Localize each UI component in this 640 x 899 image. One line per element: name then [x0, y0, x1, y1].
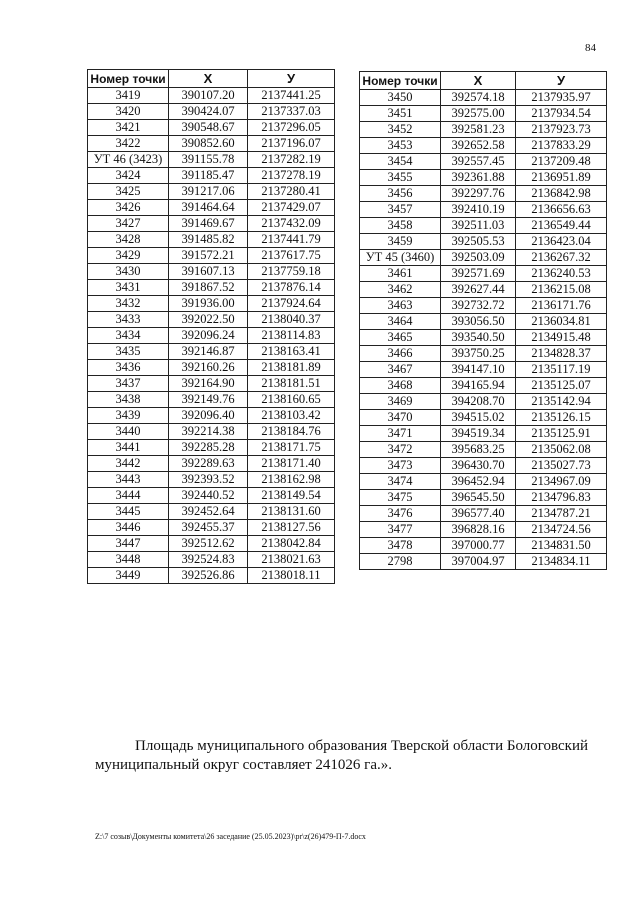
y-coordinate-cell: 2138114.83: [248, 328, 335, 344]
y-coordinate-cell: 2137296.05: [248, 120, 335, 136]
x-coordinate-cell: 395683.25: [441, 442, 516, 458]
y-coordinate-cell: 2136240.53: [516, 266, 607, 282]
x-coordinate-cell: 392512.62: [169, 536, 248, 552]
x-coordinate-cell: 392511.03: [441, 218, 516, 234]
table-row: [88, 424, 335, 440]
file-path-footer: Z:\7 созыв\Документы комитета\26 заседание (25.05.2023)\pr\z(26)479-П-7.docx: [95, 832, 366, 841]
y-coordinate-cell: 2135117.19: [516, 362, 607, 378]
x-coordinate-cell: 391607.13: [169, 264, 248, 280]
point-number-cell: 3462: [360, 282, 441, 298]
point-number-cell: 3468: [360, 378, 441, 394]
y-coordinate-cell: 2134828.37: [516, 346, 607, 362]
table-row: [88, 440, 335, 456]
x-coordinate-cell: 392393.52: [169, 472, 248, 488]
table-row: [88, 344, 335, 360]
point-number-cell: 3440: [88, 424, 169, 440]
table-row: [88, 216, 335, 232]
table-row: [360, 186, 607, 202]
x-coordinate-cell: 391185.47: [169, 168, 248, 184]
header-x: X: [169, 70, 248, 88]
table-row: [88, 392, 335, 408]
y-coordinate-cell: 2137337.03: [248, 104, 335, 120]
y-coordinate-cell: 2137833.29: [516, 138, 607, 154]
point-number-cell: 3451: [360, 106, 441, 122]
table-row: [360, 154, 607, 170]
y-coordinate-cell: 2135126.15: [516, 410, 607, 426]
y-coordinate-cell: 2137196.07: [248, 136, 335, 152]
point-number-cell: 3477: [360, 522, 441, 538]
x-coordinate-cell: 393750.25: [441, 346, 516, 362]
x-coordinate-cell: 392557.45: [441, 154, 516, 170]
header-point-number: Номер точки: [360, 72, 441, 90]
point-number-cell: 3454: [360, 154, 441, 170]
area-statement: Площадь муниципального образования Тверской области Бологовский муниципальный округ составляет 241026 га.».: [95, 738, 589, 773]
x-coordinate-cell: 392571.69: [441, 266, 516, 282]
y-coordinate-cell: 2136215.08: [516, 282, 607, 298]
x-coordinate-cell: 392149.76: [169, 392, 248, 408]
y-coordinate-cell: 2135125.07: [516, 378, 607, 394]
point-number-cell: 3471: [360, 426, 441, 442]
x-coordinate-cell: 392022.50: [169, 312, 248, 328]
x-coordinate-cell: 392581.23: [441, 122, 516, 138]
table-row: [88, 504, 335, 520]
point-number-cell: 3475: [360, 490, 441, 506]
y-coordinate-cell: 2137209.48: [516, 154, 607, 170]
x-coordinate-cell: 392214.38: [169, 424, 248, 440]
table-row: [360, 410, 607, 426]
y-coordinate-cell: 2138127.56: [248, 520, 335, 536]
point-number-cell: 3437: [88, 376, 169, 392]
table-row: [88, 408, 335, 424]
point-number-cell: 3448: [88, 552, 169, 568]
y-coordinate-cell: 2135027.73: [516, 458, 607, 474]
point-number-cell: 3436: [88, 360, 169, 376]
point-number-cell: 3466: [360, 346, 441, 362]
x-coordinate-cell: 391867.52: [169, 280, 248, 296]
table-row: [360, 522, 607, 538]
table-row: [360, 346, 607, 362]
point-number-cell: 3439: [88, 408, 169, 424]
x-coordinate-cell: 396545.50: [441, 490, 516, 506]
point-number-cell: 3421: [88, 120, 169, 136]
y-coordinate-cell: 2138021.63: [248, 552, 335, 568]
y-coordinate-cell: 2138131.60: [248, 504, 335, 520]
x-coordinate-cell: 391155.78: [169, 152, 248, 168]
y-coordinate-cell: 2137923.73: [516, 122, 607, 138]
x-coordinate-cell: 397000.77: [441, 538, 516, 554]
y-coordinate-cell: 2137278.19: [248, 168, 335, 184]
y-coordinate-cell: 2138042.84: [248, 536, 335, 552]
point-number-cell: 3441: [88, 440, 169, 456]
table-row: [360, 506, 607, 522]
point-number-cell: 3469: [360, 394, 441, 410]
table-row: [88, 376, 335, 392]
x-coordinate-cell: 394208.70: [441, 394, 516, 410]
y-coordinate-cell: 2137280.41: [248, 184, 335, 200]
table-row: [88, 104, 335, 120]
x-coordinate-cell: 392732.72: [441, 298, 516, 314]
x-coordinate-cell: 391469.67: [169, 216, 248, 232]
x-coordinate-cell: 392096.24: [169, 328, 248, 344]
x-coordinate-cell: 394515.02: [441, 410, 516, 426]
table-header-row: [88, 70, 335, 88]
table-row: [360, 378, 607, 394]
table-row: [88, 280, 335, 296]
table-row: [360, 330, 607, 346]
point-number-cell: 3434: [88, 328, 169, 344]
x-coordinate-cell: 392440.52: [169, 488, 248, 504]
y-coordinate-cell: 2136423.04: [516, 234, 607, 250]
x-coordinate-cell: 393056.50: [441, 314, 516, 330]
coordinates-table-left: [87, 69, 335, 584]
x-coordinate-cell: 392575.00: [441, 106, 516, 122]
y-coordinate-cell: 2138171.75: [248, 440, 335, 456]
point-number-cell: 3456: [360, 186, 441, 202]
point-number-cell: 3432: [88, 296, 169, 312]
table-row: [88, 168, 335, 184]
point-number-cell: 3430: [88, 264, 169, 280]
y-coordinate-cell: 2138149.54: [248, 488, 335, 504]
point-number-cell: 3459: [360, 234, 441, 250]
y-coordinate-cell: 2134831.50: [516, 538, 607, 554]
table-row: [88, 296, 335, 312]
table-row: [360, 554, 607, 570]
y-coordinate-cell: 2134915.48: [516, 330, 607, 346]
x-coordinate-cell: 393540.50: [441, 330, 516, 346]
x-coordinate-cell: 392452.64: [169, 504, 248, 520]
x-coordinate-cell: 392410.19: [441, 202, 516, 218]
y-coordinate-cell: 2134834.11: [516, 554, 607, 570]
point-number-cell: 3457: [360, 202, 441, 218]
x-coordinate-cell: 390548.67: [169, 120, 248, 136]
x-coordinate-cell: 392096.40: [169, 408, 248, 424]
y-coordinate-cell: 2138018.11: [248, 568, 335, 584]
x-coordinate-cell: 392652.58: [441, 138, 516, 154]
point-number-cell: 3476: [360, 506, 441, 522]
table-row: [88, 264, 335, 280]
table-row: [360, 394, 607, 410]
x-coordinate-cell: 390424.07: [169, 104, 248, 120]
y-coordinate-cell: 2134967.09: [516, 474, 607, 490]
point-number-cell: 3472: [360, 442, 441, 458]
y-coordinate-cell: 2137934.54: [516, 106, 607, 122]
point-number-cell: 3463: [360, 298, 441, 314]
table-row: [88, 152, 335, 168]
y-coordinate-cell: 2137759.18: [248, 264, 335, 280]
table-row: [360, 538, 607, 554]
point-number-cell: 3426: [88, 200, 169, 216]
x-coordinate-cell: 392526.86: [169, 568, 248, 584]
y-coordinate-cell: 2136034.81: [516, 314, 607, 330]
y-coordinate-cell: 2136549.44: [516, 218, 607, 234]
table-row: [88, 456, 335, 472]
point-number-cell: 3470: [360, 410, 441, 426]
x-coordinate-cell: 391485.82: [169, 232, 248, 248]
point-number-cell: 3478: [360, 538, 441, 554]
y-coordinate-cell: 2137441.25: [248, 88, 335, 104]
point-number-cell: 3435: [88, 344, 169, 360]
table-row: [360, 202, 607, 218]
y-coordinate-cell: 2135062.08: [516, 442, 607, 458]
point-number-cell: 3464: [360, 314, 441, 330]
point-number-cell: 3438: [88, 392, 169, 408]
x-coordinate-cell: 392285.28: [169, 440, 248, 456]
x-coordinate-cell: 392627.44: [441, 282, 516, 298]
x-coordinate-cell: 391217.06: [169, 184, 248, 200]
table-row: [88, 248, 335, 264]
table-row: [88, 328, 335, 344]
x-coordinate-cell: 391464.64: [169, 200, 248, 216]
table-row: [88, 312, 335, 328]
x-coordinate-cell: 397004.97: [441, 554, 516, 570]
header-x: X: [441, 72, 516, 90]
table-row: [88, 488, 335, 504]
table-row: [360, 442, 607, 458]
table-row: [88, 520, 335, 536]
table-header-row: [360, 72, 607, 90]
table-row: [360, 234, 607, 250]
y-coordinate-cell: 2134796.83: [516, 490, 607, 506]
table-row: [360, 266, 607, 282]
y-coordinate-cell: 2138171.40: [248, 456, 335, 472]
y-coordinate-cell: 2137282.19: [248, 152, 335, 168]
x-coordinate-cell: 392503.09: [441, 250, 516, 266]
x-coordinate-cell: 392146.87: [169, 344, 248, 360]
point-number-cell: 3422: [88, 136, 169, 152]
table-row: [360, 282, 607, 298]
point-number-cell: 3461: [360, 266, 441, 282]
point-number-cell: 3465: [360, 330, 441, 346]
table-row: [360, 458, 607, 474]
table-row: [360, 90, 607, 106]
table-row: [88, 568, 335, 584]
table-row: [88, 200, 335, 216]
y-coordinate-cell: 2138040.37: [248, 312, 335, 328]
x-coordinate-cell: 392164.90: [169, 376, 248, 392]
x-coordinate-cell: 391572.21: [169, 248, 248, 264]
y-coordinate-cell: 2135125.91: [516, 426, 607, 442]
y-coordinate-cell: 2136842.98: [516, 186, 607, 202]
y-coordinate-cell: 2136171.76: [516, 298, 607, 314]
x-coordinate-cell: 390852.60: [169, 136, 248, 152]
point-number-cell: 3473: [360, 458, 441, 474]
x-coordinate-cell: 396828.16: [441, 522, 516, 538]
point-number-cell: 3433: [88, 312, 169, 328]
x-coordinate-cell: 392574.18: [441, 90, 516, 106]
header-y: У: [516, 72, 607, 90]
y-coordinate-cell: 2136656.63: [516, 202, 607, 218]
table-row: [88, 552, 335, 568]
y-coordinate-cell: 2137876.14: [248, 280, 335, 296]
y-coordinate-cell: 2137432.09: [248, 216, 335, 232]
table-row: [88, 136, 335, 152]
table-row: [360, 138, 607, 154]
point-number-cell: УТ 45 (3460): [360, 250, 441, 266]
point-number-cell: 3450: [360, 90, 441, 106]
point-number-cell: 3425: [88, 184, 169, 200]
x-coordinate-cell: 390107.20: [169, 88, 248, 104]
x-coordinate-cell: 394147.10: [441, 362, 516, 378]
point-number-cell: 3447: [88, 536, 169, 552]
y-coordinate-cell: 2138103.42: [248, 408, 335, 424]
x-coordinate-cell: 396452.94: [441, 474, 516, 490]
table-row: [360, 106, 607, 122]
point-number-cell: 3444: [88, 488, 169, 504]
x-coordinate-cell: 392455.37: [169, 520, 248, 536]
y-coordinate-cell: 2138160.65: [248, 392, 335, 408]
table-row: [88, 472, 335, 488]
point-number-cell: 3453: [360, 138, 441, 154]
table-row: [360, 490, 607, 506]
x-coordinate-cell: 392505.53: [441, 234, 516, 250]
point-number-cell: 3431: [88, 280, 169, 296]
point-number-cell: 3419: [88, 88, 169, 104]
table-row: [360, 474, 607, 490]
table-row: [88, 184, 335, 200]
point-number-cell: 3424: [88, 168, 169, 184]
table-row: [88, 360, 335, 376]
table-row: [360, 170, 607, 186]
x-coordinate-cell: 392289.63: [169, 456, 248, 472]
table-row: [88, 88, 335, 104]
table-row: [360, 426, 607, 442]
table-row: [88, 232, 335, 248]
point-number-cell: 3445: [88, 504, 169, 520]
point-number-cell: 3452: [360, 122, 441, 138]
x-coordinate-cell: 392361.88: [441, 170, 516, 186]
point-number-cell: 3428: [88, 232, 169, 248]
point-number-cell: 3420: [88, 104, 169, 120]
point-number-cell: 3449: [88, 568, 169, 584]
table-row: [360, 298, 607, 314]
x-coordinate-cell: 396430.70: [441, 458, 516, 474]
table-row: [360, 250, 607, 266]
point-number-cell: УТ 46 (3423): [88, 152, 169, 168]
point-number-cell: 3427: [88, 216, 169, 232]
x-coordinate-cell: 396577.40: [441, 506, 516, 522]
y-coordinate-cell: 2134787.21: [516, 506, 607, 522]
point-number-cell: 3458: [360, 218, 441, 234]
page-number: 84: [585, 42, 596, 54]
point-number-cell: 3474: [360, 474, 441, 490]
table-row: [88, 120, 335, 136]
y-coordinate-cell: 2137935.97: [516, 90, 607, 106]
x-coordinate-cell: 394165.94: [441, 378, 516, 394]
point-number-cell: 3443: [88, 472, 169, 488]
table-row: [360, 122, 607, 138]
table-row: [360, 314, 607, 330]
y-coordinate-cell: 2137617.75: [248, 248, 335, 264]
y-coordinate-cell: 2134724.56: [516, 522, 607, 538]
point-number-cell: 3442: [88, 456, 169, 472]
coordinates-table-right: [359, 71, 607, 570]
point-number-cell: 2798: [360, 554, 441, 570]
y-coordinate-cell: 2137429.07: [248, 200, 335, 216]
y-coordinate-cell: 2135142.94: [516, 394, 607, 410]
y-coordinate-cell: 2136951.89: [516, 170, 607, 186]
y-coordinate-cell: 2138162.98: [248, 472, 335, 488]
x-coordinate-cell: 391936.00: [169, 296, 248, 312]
y-coordinate-cell: 2137441.79: [248, 232, 335, 248]
point-number-cell: 3446: [88, 520, 169, 536]
header-point-number: Номер точки: [88, 70, 169, 88]
y-coordinate-cell: 2136267.32: [516, 250, 607, 266]
x-coordinate-cell: 392297.76: [441, 186, 516, 202]
x-coordinate-cell: 392524.83: [169, 552, 248, 568]
y-coordinate-cell: 2138163.41: [248, 344, 335, 360]
table-row: [360, 362, 607, 378]
point-number-cell: 3467: [360, 362, 441, 378]
y-coordinate-cell: 2138181.51: [248, 376, 335, 392]
point-number-cell: 3455: [360, 170, 441, 186]
table-row: [360, 218, 607, 234]
x-coordinate-cell: 392160.26: [169, 360, 248, 376]
x-coordinate-cell: 394519.34: [441, 426, 516, 442]
y-coordinate-cell: 2138181.89: [248, 360, 335, 376]
point-number-cell: 3429: [88, 248, 169, 264]
y-coordinate-cell: 2138184.76: [248, 424, 335, 440]
table-row: [88, 536, 335, 552]
y-coordinate-cell: 2137924.64: [248, 296, 335, 312]
header-y: У: [248, 70, 335, 88]
